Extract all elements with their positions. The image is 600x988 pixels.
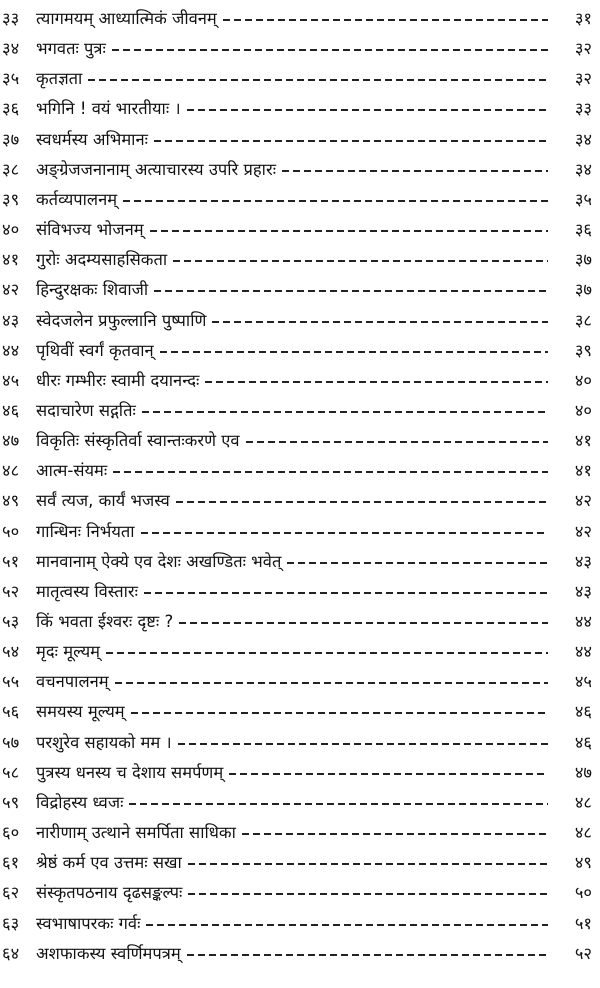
toc-entry-number: ४२ (2, 280, 20, 300)
toc-entry (0, 878, 600, 908)
dotted-leader (113, 471, 548, 473)
toc-entry (0, 818, 600, 848)
toc-entry-page-number: ४५ (574, 672, 592, 692)
toc-entry-number: ४५ (2, 370, 20, 390)
toc-entry-title: आत्म-संयमः (36, 461, 108, 481)
toc-entry (0, 125, 600, 155)
dotted-leader (112, 49, 548, 51)
toc-entry (0, 155, 600, 185)
toc-entry-title: परशुरेव सहायको मम । (36, 732, 172, 752)
toc-entry (0, 245, 600, 275)
toc-entry-title: गुरोः अदम्यसाहसिकता (36, 250, 168, 270)
toc-entry-number: ४१ (2, 250, 20, 270)
dotted-leader (223, 19, 548, 21)
toc-entry-title: पृथिवीं स्वर्गं कृतवान् (36, 340, 154, 360)
toc-entry-title: कृतज्ञता (36, 69, 83, 89)
toc-entry-number: ४९ (2, 491, 20, 511)
toc-entry-title: वचनपालनम् (36, 672, 109, 692)
toc-entry-page-number: ४० (574, 400, 592, 420)
toc-entry-page-number: ४६ (574, 702, 592, 722)
toc-entry (0, 94, 600, 124)
toc-entry-page-number: ४८ (574, 792, 592, 812)
toc-entry-number: ५५ (2, 672, 20, 692)
toc-entry (0, 788, 600, 818)
toc-entry-title: विकृतिः संस्कृतिर्वा स्वान्तःकरणे एव (36, 431, 240, 451)
toc-entry-number: ३८ (2, 159, 20, 179)
toc-entry-page-number: ३७ (574, 250, 592, 270)
toc-entry-title: सदाचारेण सद्गतिः (36, 400, 136, 420)
toc-entry-title: भगिनि ! वयं भारतीयाः । (36, 99, 181, 119)
toc-entry-title: गान्धिनः निर्भयता (36, 521, 135, 541)
toc-entry-title: मातृत्वस्य विस्तारः (36, 581, 138, 601)
toc-entry (0, 848, 600, 878)
toc-entry-page-number: ४४ (574, 642, 592, 662)
dotted-leader (142, 411, 548, 413)
toc-entry-number: ४८ (2, 461, 20, 481)
toc-entry (0, 336, 600, 366)
dotted-leader (173, 260, 548, 262)
dotted-leader (141, 532, 548, 534)
toc-entry (0, 4, 600, 34)
dotted-leader (88, 79, 548, 81)
dotted-leader (144, 592, 548, 594)
toc-entry-page-number: ३८ (574, 310, 592, 330)
toc-entry-title: अशफाकस्य स्वर्णिमपत्रम् (36, 943, 181, 963)
dotted-leader (212, 321, 548, 323)
toc-entry-number: ६२ (2, 883, 20, 903)
toc-entry-page-number: ३२ (574, 39, 592, 59)
toc-entry-number: ५८ (2, 762, 20, 782)
toc-entry (0, 939, 600, 969)
dotted-leader (123, 200, 548, 202)
dotted-leader (146, 924, 548, 926)
toc-entry (0, 577, 600, 607)
dotted-leader (178, 743, 548, 745)
dotted-leader (187, 954, 548, 956)
toc-entry-page-number: ३३ (574, 99, 592, 119)
toc-entry (0, 34, 600, 64)
toc-entry-page-number: ५२ (574, 943, 592, 963)
toc-entry-title: पुत्रस्य धनस्य च देशाय समर्पणम् (36, 762, 224, 782)
toc-entry-number: ५० (2, 521, 20, 541)
toc-entry-number: ५६ (2, 702, 20, 722)
dotted-leader (129, 803, 548, 805)
toc-entry-title: संविभज्य भोजनम् (36, 220, 144, 240)
toc-entry-page-number: ३५ (574, 189, 592, 209)
toc-entry-page-number: ४० (574, 370, 592, 390)
dotted-leader (188, 893, 548, 895)
toc-entry (0, 728, 600, 758)
toc-entry-title: स्वेदजलेन प्रफुल्लानि पुष्पाणि (36, 310, 207, 330)
toc-entry-number: ३६ (2, 99, 20, 119)
toc-entry-title: त्यागमयम् आध्यात्मिकं जीवनम् (36, 9, 217, 28)
dotted-leader (229, 773, 548, 775)
toc-entry-title: श्रेष्ठं कर्म एव उत्तमः सखा (36, 853, 182, 873)
toc-entry-page-number: ३७ (574, 280, 592, 300)
toc-entry-title: संस्कृतपठनाय दृढसङ्कल्पः (36, 883, 183, 903)
toc-entry-page-number: ४३ (574, 551, 592, 571)
dotted-leader (160, 351, 548, 353)
toc-entry-page-number: ३९ (574, 340, 592, 360)
toc-entry (0, 667, 600, 697)
toc-entry-number: ४४ (2, 340, 20, 360)
dotted-leader (154, 290, 548, 292)
dotted-leader (150, 230, 548, 232)
toc-entry-title: मृदः मूल्यम् (36, 642, 101, 662)
toc-entry-number: ४० (2, 220, 20, 240)
dotted-leader (131, 712, 548, 714)
toc-entry-page-number: ५० (574, 883, 592, 903)
toc-entry (0, 64, 600, 94)
dotted-leader (242, 833, 548, 835)
toc-entry (0, 517, 600, 547)
toc-entry-page-number: ४१ (574, 431, 592, 451)
toc-entry-number: ४६ (2, 400, 20, 420)
toc-entry (0, 275, 600, 305)
toc-entry-page-number: ४२ (574, 491, 592, 511)
toc-entry-title: धीरः गम्भीरः स्वामी दयानन्दः (36, 370, 200, 390)
toc-entry-number: ६३ (2, 913, 20, 933)
toc-entry (0, 185, 600, 215)
toc-entry-page-number: ४१ (574, 461, 592, 481)
toc-entry (0, 697, 600, 727)
toc-entry-title: हिन्दुरक्षकः शिवाजी (36, 280, 149, 300)
toc-entry-page-number: ३१ (574, 9, 592, 28)
toc-entry-title: नारीणाम् उत्थाने समर्पिता साधिका (36, 823, 236, 843)
dotted-leader (205, 381, 548, 383)
toc-entry-title: किं भवता ईश्वरः दृष्टः ? (36, 612, 174, 631)
toc-entry-number: ५९ (2, 792, 20, 812)
toc-entry-number: ६४ (2, 943, 20, 963)
toc-entry (0, 426, 600, 456)
toc-entry-number: ५७ (2, 732, 20, 752)
toc-entry-page-number: ४४ (574, 612, 592, 631)
dotted-leader (176, 501, 548, 503)
toc-entry-title: स्वभाषापरकः गर्वः (36, 913, 141, 933)
toc-entry-page-number: ५१ (574, 913, 592, 933)
toc-entry-page-number: ४८ (574, 823, 592, 843)
toc-entry-number: ५२ (2, 581, 20, 601)
toc-entry-title: भगवतः पुत्रः (36, 39, 106, 59)
dotted-leader (246, 441, 548, 443)
toc-entry (0, 456, 600, 486)
dotted-leader (154, 140, 548, 142)
toc-entry-number: ३४ (2, 39, 20, 59)
dotted-leader (179, 622, 548, 624)
toc-entry (0, 547, 600, 577)
toc-entry-title: विद्रोहस्य ध्वजः (36, 792, 124, 812)
dotted-leader (106, 652, 548, 654)
toc-entry-page-number: ४३ (574, 581, 592, 601)
dotted-leader (282, 170, 548, 172)
toc-entry-title: स्वधर्मस्य अभिमानः (36, 129, 148, 149)
toc-entry (0, 306, 600, 336)
toc-entry (0, 909, 600, 939)
toc-entry-title: समयस्य मूल्यम् (36, 702, 125, 722)
toc-entry-page-number: ४२ (574, 521, 592, 541)
toc-entry-number: ३९ (2, 189, 20, 209)
toc-entry (0, 215, 600, 245)
toc-entry-title: सर्वं त्यज, कार्यं भजस्व (36, 491, 170, 511)
toc-entry-page-number: ४७ (574, 762, 592, 782)
toc-entry-number: ५३ (2, 612, 20, 631)
toc-entry (0, 758, 600, 788)
toc-entry (0, 396, 600, 426)
toc-entry-page-number: ४९ (574, 853, 592, 873)
toc-entry-number: ४७ (2, 431, 20, 451)
toc-entry-number: ६० (2, 823, 20, 843)
dotted-leader (287, 562, 548, 564)
toc-entry-number: ३७ (2, 129, 20, 149)
toc-entry-page-number: ३२ (574, 69, 592, 89)
toc-entry-title: कर्तव्यपालनम् (36, 189, 118, 209)
toc-entry-page-number: ३६ (574, 220, 592, 240)
toc-entry (0, 607, 600, 637)
toc-entry-page-number: ४६ (574, 732, 592, 752)
toc-entry-page-number: ३४ (574, 159, 592, 179)
toc-entry (0, 637, 600, 667)
dotted-leader (188, 863, 548, 865)
toc-entry-number: ३५ (2, 69, 20, 89)
toc-entry (0, 486, 600, 516)
dotted-leader (115, 682, 548, 684)
dotted-leader (187, 109, 548, 111)
toc-entry-page-number: ३४ (574, 129, 592, 149)
toc-entry-number: ५४ (2, 642, 20, 662)
toc-entry-title: मानवानाम् ऐक्ये एव देशः अखण्डितः भवेत् (36, 551, 282, 571)
toc-entry-number: ५१ (2, 551, 20, 571)
toc-entry-title: अङ्ग्रेजजनानाम् अत्याचारस्य उपरि प्रहारः (36, 159, 277, 179)
toc-entry-number: ३३ (2, 9, 20, 28)
toc-entry-number: ६१ (2, 853, 20, 873)
toc-entry (0, 366, 600, 396)
toc-entry-number: ४३ (2, 310, 20, 330)
